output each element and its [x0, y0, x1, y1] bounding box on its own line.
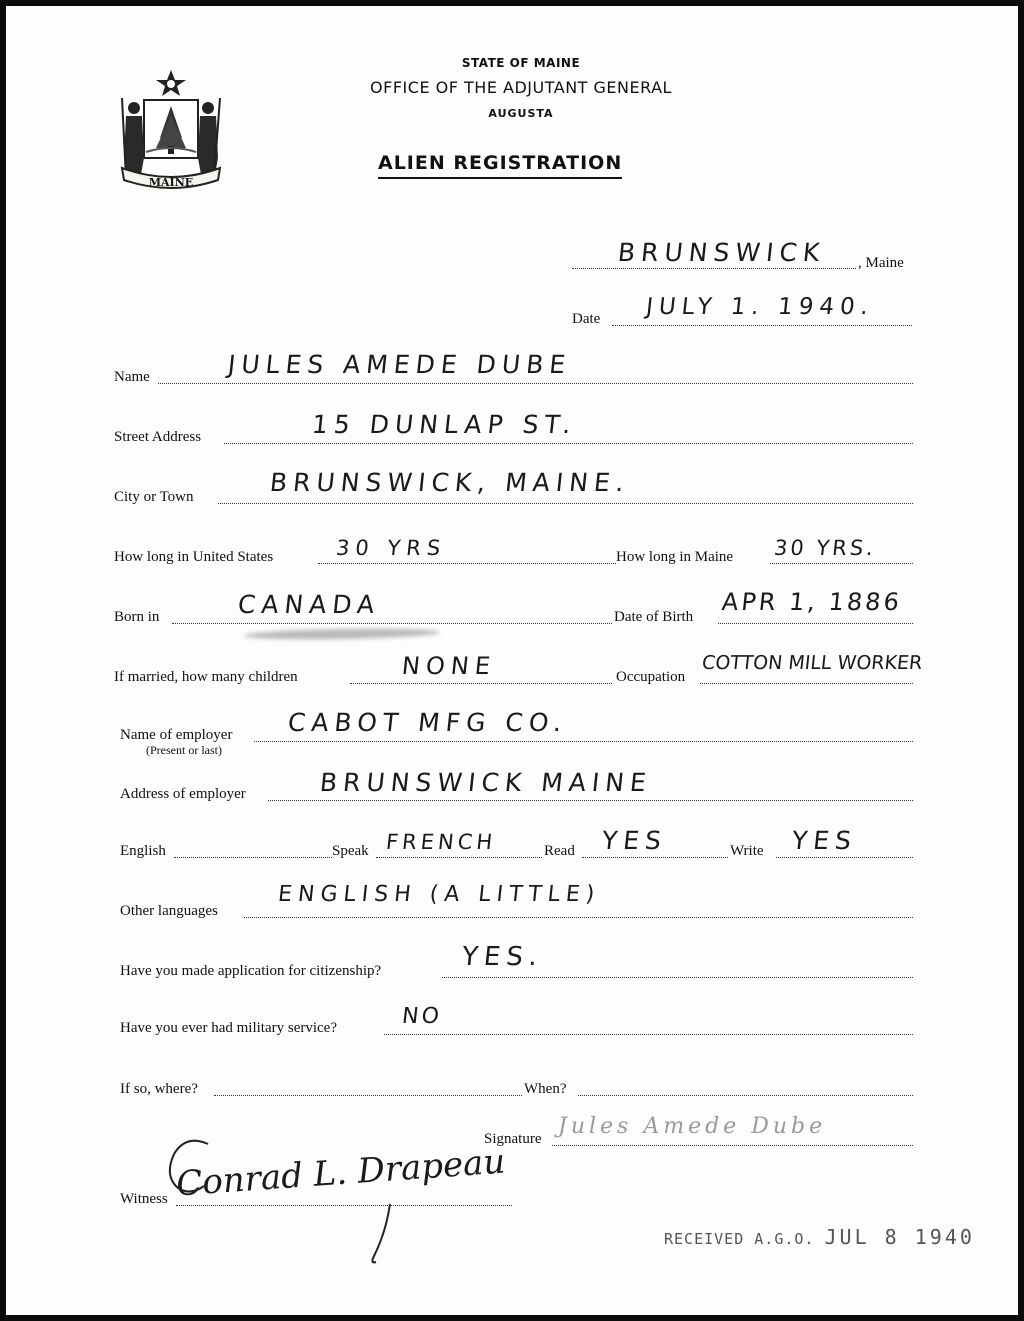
when-label: When?	[524, 1081, 567, 1097]
children-label: If married, how many children	[114, 669, 298, 685]
speak-value: FRENCH	[384, 830, 498, 854]
write-value: YES	[790, 826, 859, 855]
citizenship-label: Have you made application for citizenship?	[120, 963, 382, 979]
other-lang-label: Other languages	[120, 903, 218, 919]
read-value: YES	[600, 826, 669, 855]
born-value: CANADA	[236, 590, 382, 619]
name-value: JULES AMEDE DUBE	[226, 350, 573, 379]
received-stamp-label: RECEIVED A.G.O.	[664, 1230, 815, 1248]
signature-label: Signature	[484, 1131, 542, 1147]
speak-label: Speak	[332, 843, 369, 859]
street-label: Street Address	[114, 429, 202, 445]
english-label: English	[120, 843, 166, 859]
emp-address-value: BRUNSWICK MAINE	[318, 768, 654, 797]
signature-value: Jules Amede Dube	[558, 1114, 827, 1139]
military-value: NO	[400, 1004, 444, 1029]
place-value: BRUNSWICK	[616, 238, 827, 267]
us-value: 30 YRS	[334, 536, 448, 560]
registration-form	[6, 6, 1018, 1315]
city-value: BRUNSWICK, MAINE.	[268, 468, 632, 497]
place-suffix: , Maine	[858, 255, 904, 271]
witness-flourish	[156, 1136, 216, 1206]
state-heading: STATE OF MAINE	[461, 56, 581, 70]
citizenship-value: YES.	[460, 942, 545, 972]
date-value: JULY 1. 1940.	[644, 294, 876, 320]
employer-label: Name of employer	[120, 727, 233, 743]
military-label: Have you ever had military service?	[120, 1020, 337, 1036]
city-heading: AUGUSTA	[488, 107, 554, 120]
other-lang-value: ENGLISH (A LITTLE)	[276, 882, 602, 907]
received-stamp	[664, 1225, 975, 1249]
city-label: City or Town	[114, 489, 194, 505]
employer-value: CABOT MFG CO.	[286, 708, 570, 737]
svg-text:MAINE: MAINE	[148, 176, 194, 189]
received-stamp-date: JUL 8 1940	[824, 1225, 975, 1249]
office-heading: OFFICE OF THE ADJUTANT GENERAL	[370, 78, 672, 97]
children-value: NONE	[400, 652, 498, 680]
where-label: If so, where?	[120, 1081, 198, 1097]
street-value: 15 DUNLAP ST.	[310, 410, 579, 439]
maine-value: 30 YRS.	[772, 536, 878, 560]
form-title: ALIEN REGISTRATION	[378, 152, 622, 179]
maine-label: How long in Maine	[616, 549, 734, 565]
employer-sublabel: (Present or last)	[146, 743, 222, 757]
dob-value: APR 1, 1886	[720, 588, 904, 616]
dob-label: Date of Birth	[614, 609, 694, 625]
read-label: Read	[544, 843, 575, 859]
date-label: Date	[572, 311, 601, 327]
witness-pen-stroke	[366, 1202, 396, 1268]
state-seal-icon	[114, 68, 228, 200]
emp-address-label: Address of employer	[120, 786, 246, 802]
write-label: Write	[730, 843, 764, 859]
occupation-value: COTTON MILL WORKER	[700, 652, 924, 674]
witness-label: Witness	[120, 1191, 168, 1207]
us-label: How long in United States	[114, 549, 274, 565]
occupation-label: Occupation	[616, 669, 686, 685]
name-label: Name	[114, 369, 150, 385]
witness-value: Conrad L. Drapeau	[175, 1141, 507, 1205]
born-label: Born in	[114, 609, 160, 625]
